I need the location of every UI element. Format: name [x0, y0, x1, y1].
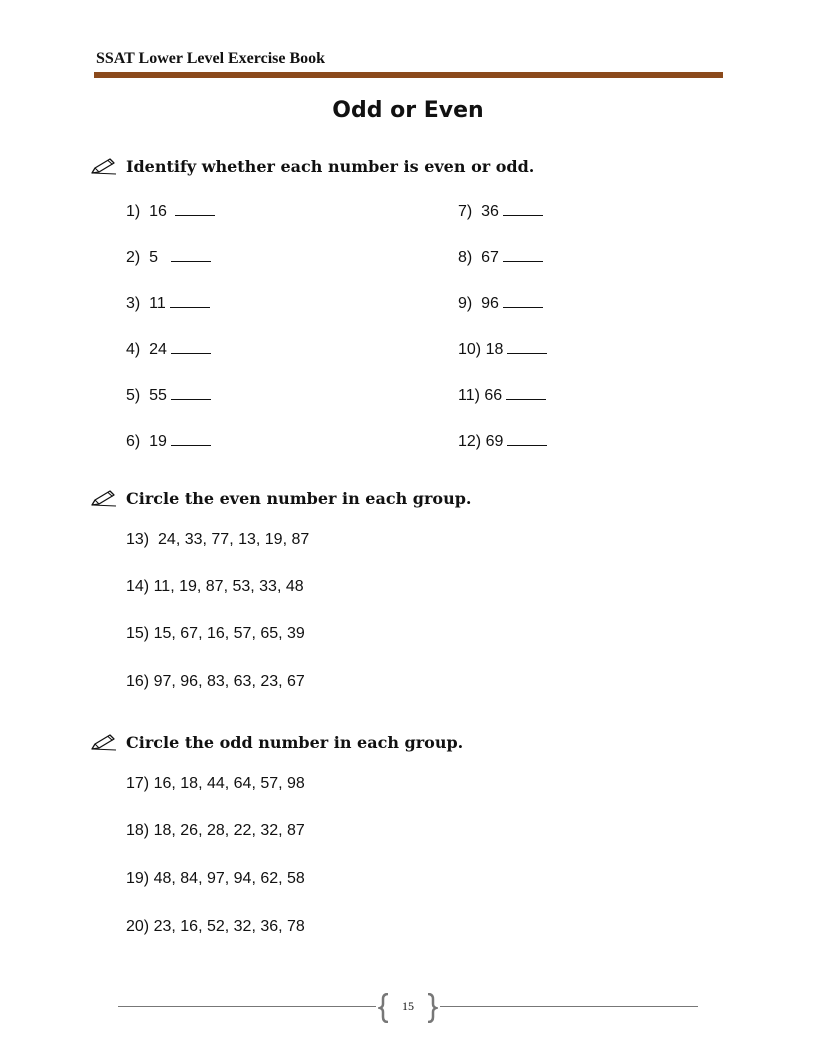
- problem-values: 23, 16, 52, 32, 36, 78: [153, 918, 305, 935]
- problem-15: [126, 625, 305, 643]
- problem-number: 3): [126, 295, 141, 312]
- section-heading-identify: [90, 154, 534, 178]
- problem-value: 67: [481, 249, 499, 266]
- problem-4: [126, 338, 211, 359]
- pencil-icon: [90, 488, 118, 508]
- answer-blank[interactable]: [171, 384, 211, 400]
- problem-6: [126, 430, 211, 451]
- problem-17: [126, 775, 305, 793]
- section-heading-even: [90, 486, 471, 510]
- problem-value: 69: [485, 433, 504, 450]
- problem-number: 5): [126, 387, 141, 404]
- problem-12: [458, 430, 547, 451]
- problem-number: 15): [126, 625, 150, 642]
- answer-blank[interactable]: [503, 292, 543, 308]
- problem-1: [126, 200, 215, 221]
- section-heading-odd: [90, 730, 463, 754]
- answer-blank[interactable]: [503, 246, 543, 262]
- problem-values: 24, 33, 77, 13, 19, 87: [158, 531, 310, 548]
- problem-11: [458, 384, 546, 405]
- problem-8: [458, 246, 543, 267]
- answer-blank[interactable]: [170, 292, 210, 308]
- answer-blank[interactable]: [506, 384, 546, 400]
- answer-blank[interactable]: [171, 246, 211, 262]
- answer-blank[interactable]: [171, 338, 211, 354]
- problem-value: 36: [481, 203, 499, 220]
- problem-9: [458, 292, 543, 313]
- footer-rule-right: [440, 1006, 698, 1007]
- problem-value: 11: [149, 295, 166, 312]
- problem-number: 6): [126, 433, 141, 450]
- problem-value: 55: [149, 387, 167, 404]
- problem-values: 11, 19, 87, 53, 33, 48: [153, 578, 304, 595]
- problem-14: [126, 578, 304, 596]
- problem-number: 20): [126, 918, 150, 935]
- problem-number: 4): [126, 341, 141, 358]
- problem-value: 16: [149, 203, 167, 220]
- problem-values: 97, 96, 83, 63, 23, 67: [153, 673, 305, 690]
- problem-values: 48, 84, 97, 94, 62, 58: [153, 870, 305, 887]
- answer-blank[interactable]: [175, 200, 215, 216]
- problem-number: 11): [458, 387, 480, 404]
- problem-values: 15, 67, 16, 57, 65, 39: [153, 625, 305, 642]
- pencil-icon: [90, 156, 118, 176]
- problem-13: [126, 531, 309, 549]
- problem-number: 17): [126, 775, 150, 792]
- problem-20: [126, 918, 305, 936]
- running-head: SSAT Lower Level Exercise Book: [96, 50, 326, 67]
- problem-number: 19): [126, 870, 150, 887]
- problem-values: 18, 26, 28, 22, 32, 87: [153, 822, 305, 839]
- answer-blank[interactable]: [503, 200, 543, 216]
- problem-number: 12): [458, 433, 482, 450]
- header-rule: [94, 72, 723, 78]
- problem-number: 10): [458, 341, 482, 358]
- section-heading-text: Circle the odd number in each group.: [126, 732, 464, 752]
- problem-7: [458, 200, 543, 221]
- problem-19: [126, 870, 305, 888]
- problem-value: 18: [485, 341, 504, 358]
- problem-number: 8): [458, 249, 473, 266]
- problem-number: 9): [458, 295, 473, 312]
- problem-number: 18): [126, 822, 150, 839]
- problem-number: 16): [126, 673, 150, 690]
- problem-18: [126, 822, 305, 840]
- answer-blank[interactable]: [171, 430, 211, 446]
- problem-number: 7): [458, 203, 473, 220]
- problem-number: 14): [126, 578, 150, 595]
- problem-value: 96: [481, 295, 499, 312]
- answer-blank[interactable]: [507, 338, 547, 354]
- problem-10: [458, 338, 547, 359]
- section-heading-text: Identify whether each number is even or odd.: [126, 156, 535, 176]
- pencil-icon: [90, 732, 118, 752]
- problem-number: 1): [126, 203, 141, 220]
- problem-number: 13): [126, 531, 150, 548]
- footer-rule-left: [118, 1006, 376, 1007]
- problem-value: 5: [149, 249, 159, 266]
- problem-number: 2): [126, 249, 141, 266]
- page-number: 15: [402, 999, 414, 1013]
- problem-3: [126, 292, 210, 313]
- problem-16: [126, 673, 305, 691]
- answer-blank[interactable]: [507, 430, 547, 446]
- problem-2: [126, 246, 211, 267]
- problem-value: 24: [149, 341, 167, 358]
- problem-values: 16, 18, 44, 64, 57, 98: [153, 775, 305, 792]
- problem-5: [126, 384, 211, 405]
- page-number-box: [378, 993, 438, 1023]
- problem-value: 66: [484, 387, 503, 404]
- page-title: Odd or Even: [332, 98, 484, 123]
- problem-value: 19: [149, 433, 167, 450]
- section-heading-text: Circle the even number in each group.: [126, 488, 472, 508]
